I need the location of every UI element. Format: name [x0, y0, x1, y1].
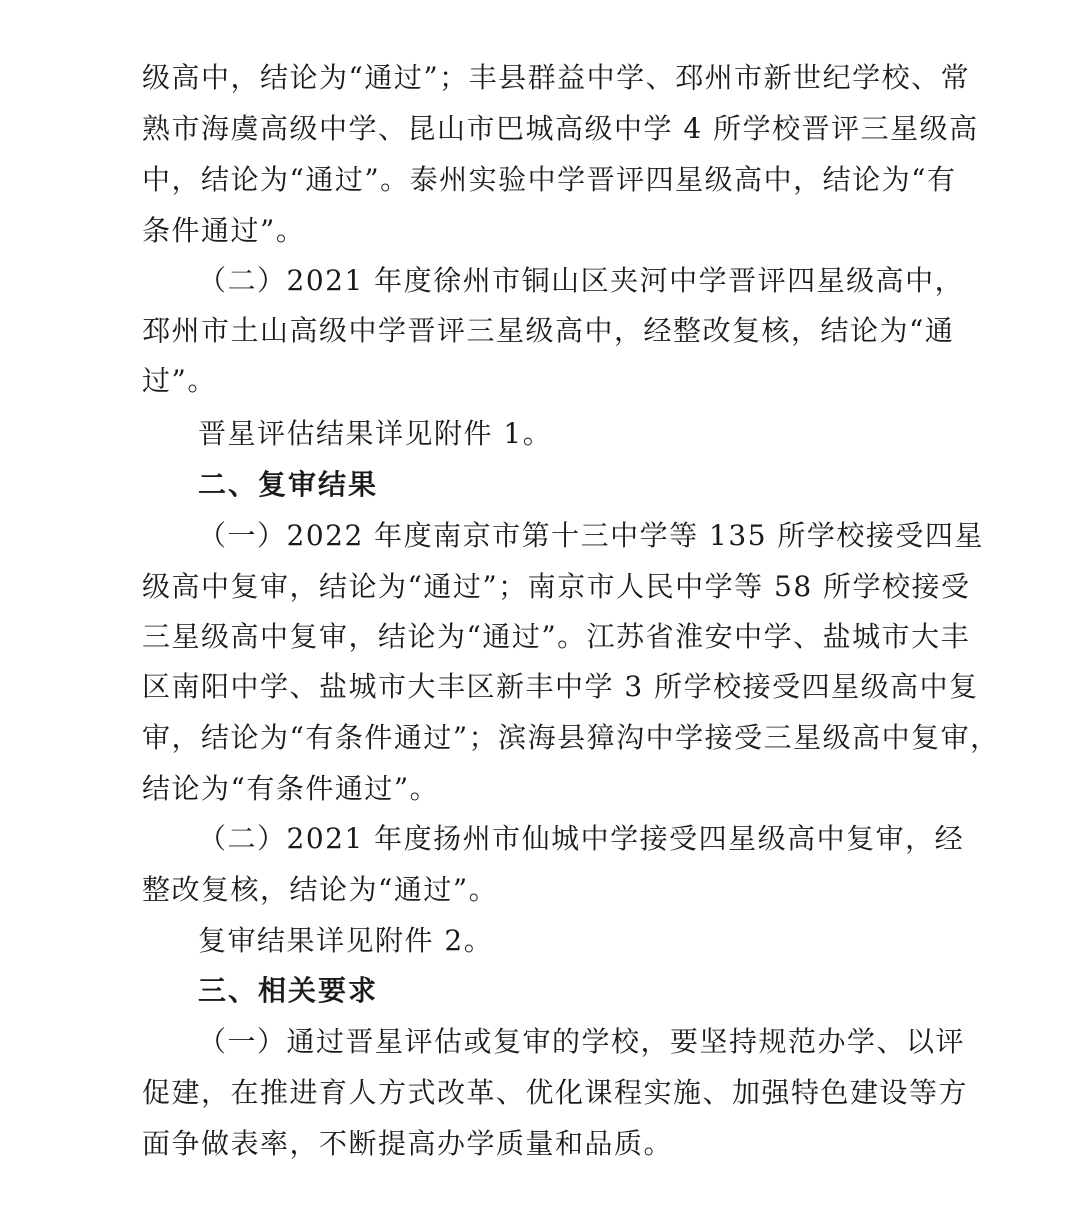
text-line-7: 过”。: [142, 364, 217, 397]
text-line-8: 晋星评估结果详见附件 1。: [198, 417, 553, 450]
text-line-21: 促建，在推进育人方式改革、优化课程实施、加强特色建设等方: [142, 1076, 969, 1109]
text-line-5: （二）2021 年度徐州市铜山区夹河中学晋评四星级高中，: [198, 264, 965, 297]
text-line-18: 复审结果详见附件 2。: [198, 924, 494, 957]
text-line-13: 区南阳中学、盐城市大丰区新丰中学 3 所学校接受四星级高中复: [142, 670, 979, 703]
text-line-11: 级高中复审，结论为“通过”；南京市人民中学等 58 所学校接受: [142, 570, 971, 603]
text-line-10: （一）2022 年度南京市第十三中学等 135 所学校接受四星: [198, 519, 984, 552]
text-line-20: （一）通过晋星评估或复审的学校，要坚持规范办学、以评: [198, 1025, 966, 1058]
text-line-14: 审，结论为“有条件通过”；滨海县獐沟中学接受三星级高中复审，: [142, 721, 1000, 754]
text-line-3: 中，结论为“通过”。泰州实验中学晋评四星级高中，结论为“有: [142, 163, 957, 196]
text-line-6: 邳州市土山高级中学晋评三星级高中，经整改复核，结论为“通: [142, 314, 955, 347]
text-line-17: 整改复核，结论为“通过”。: [142, 873, 499, 906]
text-line-1: 级高中，结论为“通过”；丰县群益中学、邳州市新世纪学校、常: [142, 61, 971, 94]
section-heading-3: 三、相关要求: [198, 974, 379, 1007]
text-line-12: 三星级高中复审，结论为“通过”。江苏省淮安中学、盐城市大丰: [142, 620, 971, 653]
text-line-22: 面争做表率，不断提高办学质量和品质。: [142, 1127, 674, 1160]
section-heading-2: 二、复审结果: [198, 468, 379, 501]
text-line-15: 结论为“有条件通过”。: [142, 772, 440, 805]
text-line-4: 条件通过”。: [142, 214, 306, 247]
text-line-2: 熟市海虞高级中学、昆山市巴城高级中学 4 所学校晋评三星级高: [142, 112, 979, 145]
text-line-16: （二）2021 年度扬州市仙城中学接受四星级高中复审，经: [198, 822, 965, 855]
